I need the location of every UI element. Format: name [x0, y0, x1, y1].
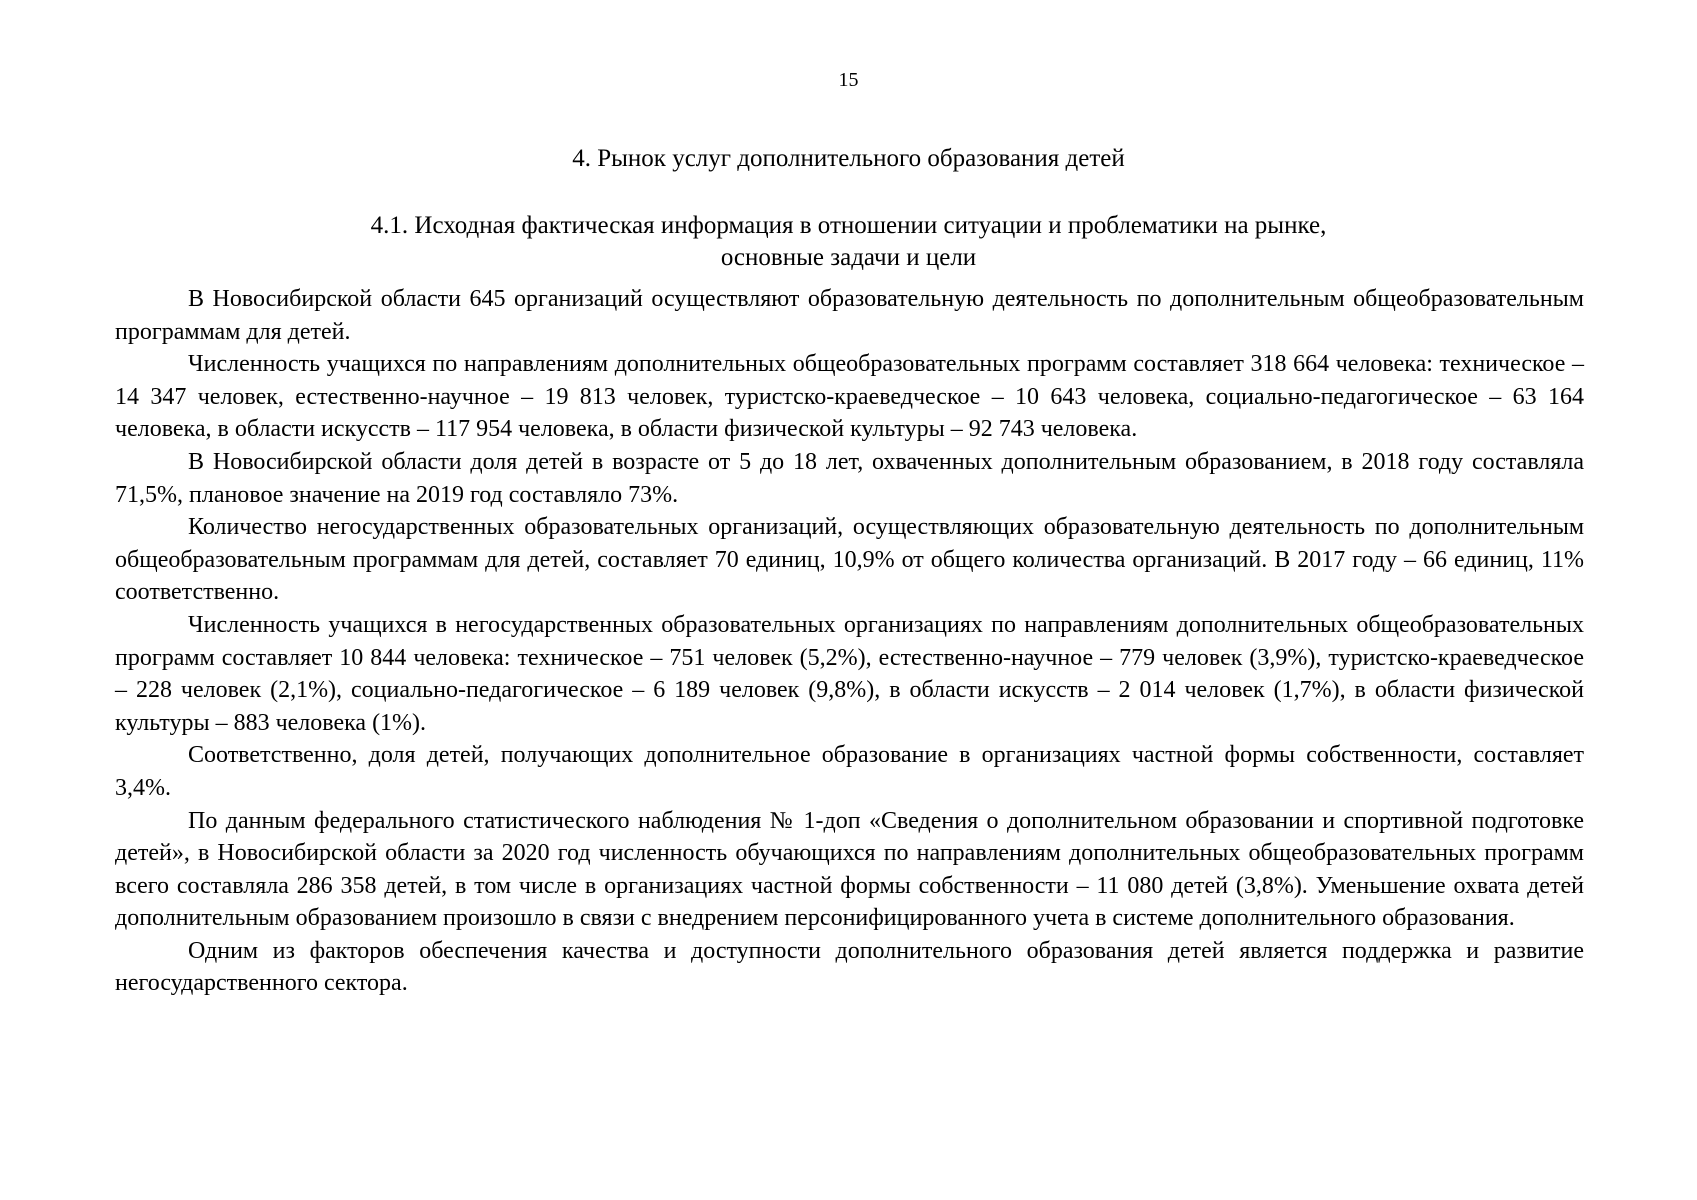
page-number: 15: [838, 69, 859, 91]
subsection-title-line-1: 4.1. Исходная фактическая информация в отношении ситуации и проблематики на рынке,: [370, 212, 1327, 239]
paragraph-students-by-direction: Численность учащихся по направлениям дополнительных общеобразовательных программ составляет 318 664 человека: техническое – 14 347 человек, естественно-научное – 19 813 человек, туристско-краеведческое – 10 643 человека, социально-педагогическое – 63 164 человека, в области искусств – 117 954 человека, в области физической культуры – 92 743 человека.: [115, 351, 1584, 443]
body-text: [115, 283, 1584, 1000]
paragraph-quality-factors: Одним из факторов обеспечения качества и доступности дополнительного образования детей является поддержка и развитие негосударственного сектора.: [115, 937, 1584, 997]
subsection-title-line-2: основные задачи и цели: [720, 244, 977, 271]
paragraph-nonstate-organizations: Количество негосударственных образовательных организаций, осуществляющих образовательную деятельность по дополнительным общеобразовательным программам для детей, составляет 70 единиц, 10,9% от общего количества организаций. В 2017 году – 66 единиц, 11% соответственно.: [115, 514, 1584, 606]
paragraph-federal-statistics: По данным федерального статистического наблюдения № 1-доп «Сведения о дополнительном образовании и спортивной подготовке детей», в Новосибирской области за 2020 год численность обучающихся по направлениям дополнительных общеобразовательных программ всего составляла 286 358 детей, в том числе в организациях частной формы собственности – 11 080 детей (3,8%). Уменьшение охвата детей дополнительным образованием произошло в связи с внедрением персонифицированного учета в системе дополнительного образования.: [115, 807, 1584, 932]
paragraph-private-share: Соответственно, доля детей, получающих дополнительное образование в организациях частной формы собственности, составляет 3,4%.: [115, 742, 1584, 801]
paragraph-coverage-share: В Новосибирской области доля детей в возрасте от 5 до 18 лет, охваченных дополнительным образованием, в 2018 году составляла 71,5%, плановое значение на 2019 год составляло 73%.: [115, 448, 1584, 508]
section-title: 4. Рынок услуг дополнительного образования детей: [572, 145, 1125, 172]
paragraph-organizations-count: В Новосибирской области 645 организаций осуществляют образовательную деятельность по дополнительным общеобразовательным программам для детей.: [115, 286, 1584, 345]
paragraph-nonstate-students: Численность учащихся в негосударственных образовательных организациях по направлениям дополнительных общеобразовательных программ составляет 10 844 человека: техническое – 751 человек (5,2%), естественно-научное – 779 человек (3,9%), туристско-краеведческое – 228 человек (2,1%), социально-педагогическое – 6 189 человек (9,8%), в области искусств – 2 014 человек (1,7%), в области физической культуры – 883 человека (1%).: [115, 611, 1584, 736]
subsection-title: [0, 210, 1697, 274]
